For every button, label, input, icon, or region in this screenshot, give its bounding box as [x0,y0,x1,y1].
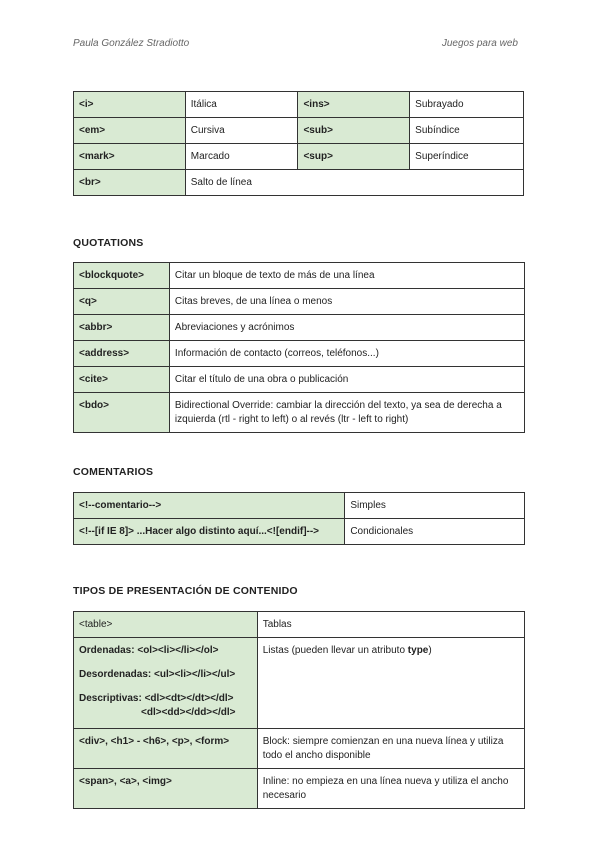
quotations-table [73,262,525,433]
table-row [74,341,525,367]
tag-cell: <bdo> [74,393,170,433]
description-cell: Salto de línea [185,170,523,196]
presentation-heading: TIPOS DE PRESENTACIÓN DE CONTENIDO [73,585,298,597]
description-cell: Citar el título de una obra o publicación [169,367,524,393]
description-cell [257,638,524,729]
quotations-heading: QUOTATIONS [73,237,144,249]
table-row [74,367,525,393]
descriptive-list-line: Descriptivas: <dl><dt></dt></dl> [79,693,234,704]
description-cell: Simples [345,493,525,519]
tag-cell: <mark> [74,144,186,170]
table-row [74,519,525,545]
description-cell: Block: siempre comienzan en una nueva línea y utiliza todo el ancho disponible [257,729,524,769]
description-cell: Tablas [257,612,524,638]
table-row [74,729,525,769]
description-cell: Subrayado [410,92,524,118]
comments-heading: COMENTARIOS [73,466,154,478]
tag-cell: <span>, <a>, <img> [74,769,258,809]
table-row [74,170,524,196]
table-row [74,393,525,433]
table-row [74,263,525,289]
tag-cell: <q> [74,289,170,315]
tag-cell: <blockquote> [74,263,170,289]
description-cell: Abreviaciones y acrónimos [169,315,524,341]
tag-cell: <ins> [298,92,410,118]
table-row [74,144,524,170]
tag-cell: <abbr> [74,315,170,341]
comments-table [73,492,525,545]
formatting-table [73,91,524,196]
description-cell: Itálica [185,92,298,118]
description-cell: Citas breves, de una línea o menos [169,289,524,315]
table-row [74,612,525,638]
description-cell: Cursiva [185,118,298,144]
table-row [74,315,525,341]
tag-cell: <i> [74,92,186,118]
table-row [74,289,525,315]
lists-desc-suffix: ) [428,645,432,656]
descriptive-list-line-2: <dl><dd></dd></dl> [141,707,236,718]
table-row [74,769,525,809]
tag-cell: <cite> [74,367,170,393]
unordered-list-line: Desordenadas: <ul><li></li></ul> [79,669,236,680]
table-row [74,92,524,118]
description-cell: Marcado [185,144,298,170]
description-cell: Citar un bloque de texto de más de una línea [169,263,524,289]
tag-cell: <sub> [298,118,410,144]
tag-cell: <address> [74,341,170,367]
document-title: Juegos para web [441,38,518,49]
ordered-list-line: Ordenadas: <ol><li></li></ol> [79,645,219,656]
description-cell: Superíndice [410,144,524,170]
lists-desc-prefix: Listas (pueden llevar un atributo [262,645,408,656]
lists-desc-bold: type [407,645,429,656]
lists-cell [74,638,258,729]
tag-cell: <sup> [298,144,410,170]
table-row [74,118,524,144]
tag-cell: <!--[if IE 8]> ...Hacer algo distinto aquí...<![endif]--> [74,519,345,545]
tag-cell: <br> [74,170,186,196]
description-cell: Condicionales [345,519,525,545]
description-cell: Información de contacto (correos, teléfonos...) [169,341,524,367]
description-cell: Inline: no empieza en una línea nueva y utiliza el ancho necesario [257,769,524,809]
description-cell: Subíndice [410,118,524,144]
tag-cell: <div>, <h1> - <h6>, <p>, <form> [74,729,258,769]
author-name: Paula González Stradiotto [73,38,190,49]
tag-cell: <!--comentario--> [74,493,345,519]
description-cell: Bidirectional Override: cambiar la dirección del texto, ya sea de derecha a izquierda (rtl - right to left) o al revés (ltr - left to right) [169,393,524,433]
presentation-table [73,611,525,809]
tag-cell: <em> [74,118,186,144]
table-row [74,638,525,729]
tag-cell: <table> [74,612,258,638]
table-row [74,493,525,519]
